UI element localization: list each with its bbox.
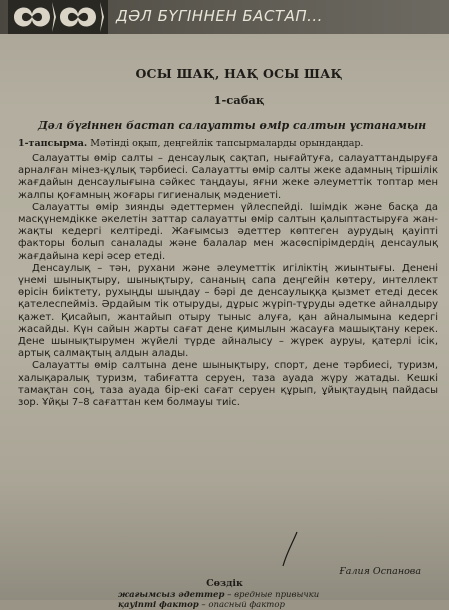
- pen-mark-icon: [275, 530, 305, 570]
- glossary-item: қауіпті фактор – опасный фактор: [118, 600, 285, 610]
- lesson-number: 1-сабақ: [213, 93, 265, 107]
- glossary-item: жағымсыз әдеттер – вредные привычки: [118, 590, 320, 600]
- kazakh-ornament-icon: [8, 0, 108, 34]
- page-title: ОСЫ ШАҚ, НАҚ ОСЫ ШАҚ: [135, 66, 343, 81]
- page-content: [18, 66, 438, 409]
- glossary-title: Сөздік: [206, 578, 243, 589]
- glossary-term: жағымсыз әдеттер: [118, 590, 225, 600]
- glossary-term: қауіпті фактор: [118, 600, 199, 610]
- lesson-subtitle: Дәл бүгіннен бастап салауатты өмір салтын ұстанамын: [38, 119, 427, 132]
- header-band: [0, 0, 449, 34]
- header-title: ДӘЛ БҮГІННЕН БАСТАП...: [116, 7, 323, 25]
- glossary-translation: опасный фактор: [208, 600, 285, 610]
- task-instruction: [18, 138, 438, 149]
- task-text: Мәтінді оқып, деңгейлік тапсырмаларды орындаңдар.: [90, 138, 364, 149]
- paragraph: Денсаулық – тән, рухани және әлеуметтік игіліктің жиынтығы. Денені үнемі шынықтыру, шынықтыру, сананың сапа деңгейін көтеру, интеллект өрісін биіктету, рухыңды шыңдау – бәрі де денсаулыққа қызмет етеді десек қателеспейміз. Әрдайым тік отыруды, дұрыс жүріп-тұруды әдетке айналдыру қажет. Қисайып, жантайып отыру тыныс алуға, қан айналымына кедергі жасайды. Күн сайын жарты сағат дене қимылын жасауға машықтану керек. Дене шынықтырумен жүйелі түрде айналысу – жүрек ауруы, қатерлі ісік, артық салмақтың алдын алады.: [18, 262, 438, 360]
- task-label: 1-тапсырма.: [18, 138, 88, 149]
- paragraph: Салауатты өмір салты – денсаулық сақтап, нығайтуға, салауаттандыруға арналған мінез-құлық тәрбиесі. Салауатты өмір салты жеке адамның тіршілік жағдайын денсаулығына сәйкес таңдауы, яғни жеке әлеуметтік топтар мен жалпы қоғамның жоғары гигиеналық мәдениеті.: [18, 153, 438, 201]
- author-name: Ғалия Оспанова: [339, 566, 421, 577]
- paragraph: Салауатты өмір салтына дене шынықтыру, спорт, дене тәрбиесі, туризм, халықаралық туризм, табиғатта серуен, таза ауада жүру жатады. Кешкі тамақтан соң, таза ауада бір-екі сағат серуен құрып, ұйықтаудың пайдасы зор. Ұйқы 7–8 сағаттан кем болмауы тиіс.: [18, 360, 438, 409]
- glossary-translation: вредные привычки: [234, 590, 320, 600]
- glossary: [118, 590, 418, 610]
- paragraph: Салауатты өмір зиянды әдеттермен үйлеспейді. Ішімдік және басқа да масқүнемдікке әкелетін заттар салауатты өмір салтын қалыптастыруға жан-жақты кедергі келтіреді. Жағымсыз әдеттер көптеген аурудың қауіпті факторы болып саналады және балалар мен жасөспірімдердің денсаулық жағдайына кері әсер етеді.: [18, 201, 438, 262]
